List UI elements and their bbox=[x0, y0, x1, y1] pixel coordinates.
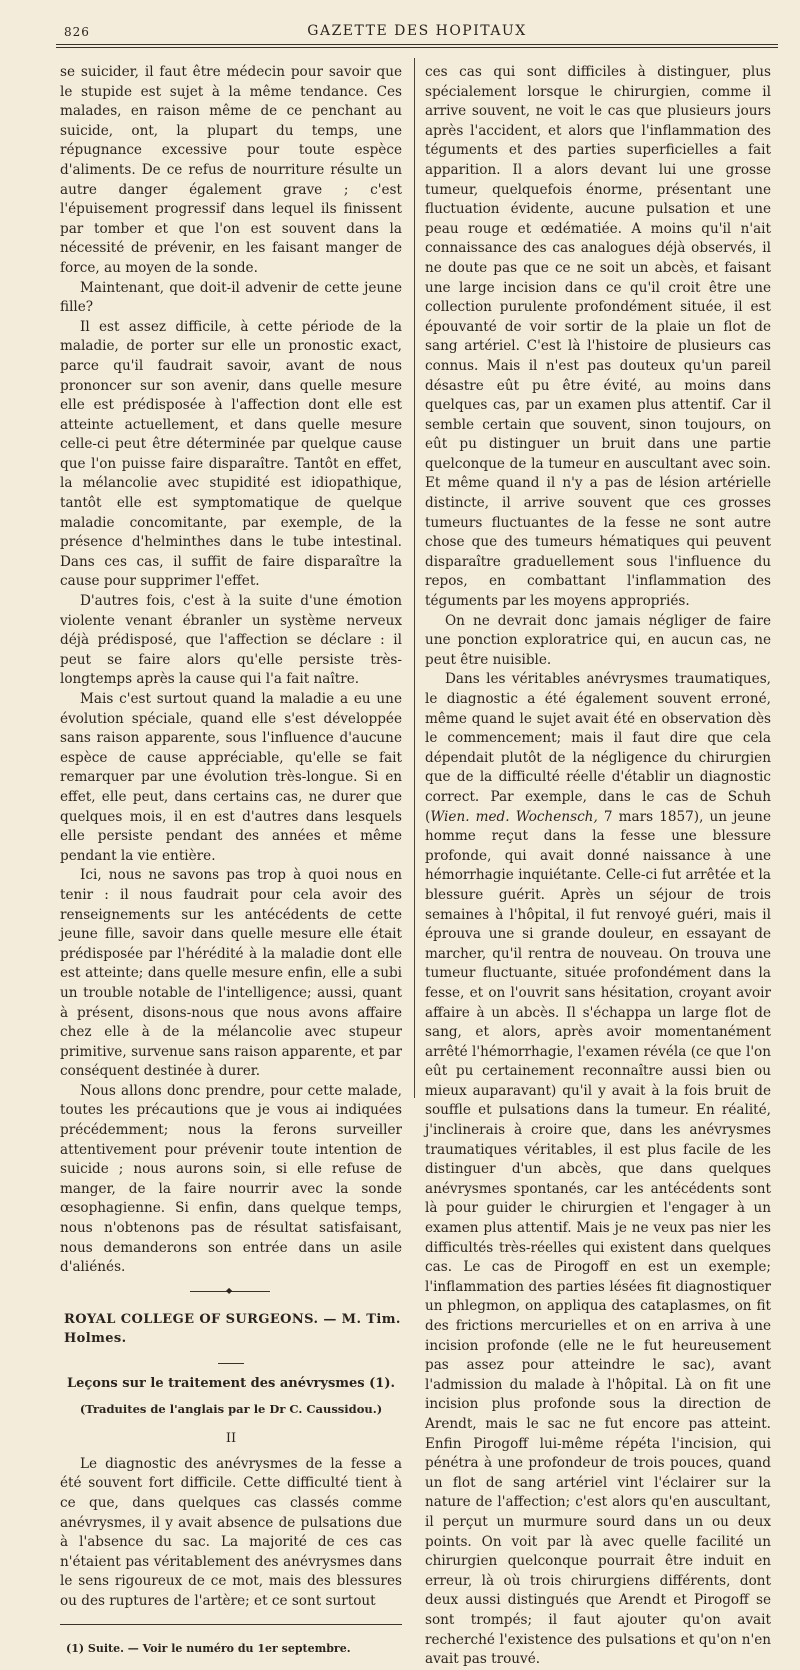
running-head bbox=[56, 20, 778, 42]
paragraph: ces cas qui sont difficiles à distinguer, plus spécialement lorsque le chirurgien, comme il arrive souvent, ne voit le cas que plusieurs jours après l'accident, et alors que l'inflammation des téguments et des parties superficielles a fait apparition. Il a alors devant lui une grosse tumeur, quelquefois énorme, présentant une fluctuation évidente, aucune pulsation et une peau rouge et œdématiée. A moins qu'il n'ait connaissance des cas analogues déjà observés, il ne doute pas que ce ne soit un abcès, et faisant une large incision dans ce qu'il croit être une collection purulente profondément située, il est épouvanté de voir sortir de la plaie un flot de sang artériel. C'est là l'histoire de plusieurs cas connus. Mais il n'est pas douteux qu'un pareil désastre eût pu être évité, au moins dans quelques cas, par un examen plus attentif. Car il semble certain que souvent, sinon toujours, on eût pu distinguer un bruit dans une partie quelconque de la tumeur en auscultant avec soin. Et même quand il n'y a pas de lésion artérielle distincte, il arrive souvent que ces grosses tumeurs fluctuantes de la fesse ne sont autre chose que des tumeurs hématiques qui peuvent disparaître graduellement sous l'influence du repos, en combattant l'inflammation des téguments par les moyens appropriés. bbox=[425, 64, 771, 610]
paragraph: Maintenant, que doit-il advenir de cette jeune fille? bbox=[60, 279, 402, 316]
paragraph: Il est assez difficile, à cette période de la maladie, de porter sur elle un pronostic exact, parce qu'il faudrait savoir, avant de nous prononcer sur son avenir, dans quelle mesure elle est prédisposée à l'affection dont elle est atteinte actuellement, et dans quelle mesure celle-ci peut être déterminée par quelque cause que l'on puisse faire disparaître. Tantôt en effet, la mélancolie avec stupidité est idiopathique, tantôt elle est symptomatique de quelque maladie concomitante, par exemple, de la présence d'helminthes dans le tube intestinal. Dans ces cas, il suffit de faire disparaître la cause pour supprimer l'effet. bbox=[60, 318, 402, 590]
paragraph: Ici, nous ne savons pas trop à quoi nous en tenir : il nous faudrait pour cela avoir des renseignements sur les antécédents de cette jeune fille, savoir dans quelle mesure elle était prédisposée par l'hérédité à la maladie dont elle est atteinte; dans quelle mesure enfin, elle a subi un trouble notable de l'intelligence; aussi, quant à présent, disons-nous que nous avons affaire chez elle à de la mélancolie avec stupeur primitive, survenue sans raison apparente, et par conséquent destinée à durer. bbox=[60, 867, 402, 1080]
citation: Wien. med. Wochensch, bbox=[430, 808, 598, 825]
page-number: 826 bbox=[64, 25, 90, 39]
lecture-title: Leçons sur le traitement des anévrysmes (1). bbox=[66, 1376, 396, 1391]
header-rule bbox=[56, 44, 778, 45]
footnote-rule bbox=[60, 1624, 402, 1625]
separator-ornament: ◆ bbox=[226, 1285, 233, 1295]
paragraph: se suicider, il faut être médecin pour savoir que le stupide est sujet à la même tendance. Ces malades, en raison même de ce penchant au suicide, ont, la plupart du temps, une répugnance excessive pour toute espèce d'aliments. De ce refus de nourriture résulte un autre danger également grave ; c'est l'épuisement progressif dans lequel ils finissent par tomber et que l'on est souvent dans la nécessité de prévenir, en les faisant manger de force, au moyen de la sonde. bbox=[60, 64, 402, 276]
part-numeral: II bbox=[225, 1431, 237, 1447]
paragraph-text: 7 mars 1857), un jeune homme reçut dans la fesse une blessure profonde, qui avait donné naissance à une hémorrhagie inquiétante. Celle-ci fut arrêtée et la blessure guérit. Après un séjour de trois semaines à l'hôpital, il fut renvoyé guéri, mais il éprouva une si grande douleur, en essayant de marcher, qu'il rentra de nouveau. On trouva une tumeur fluctuante, située profondément dans la fesse, et on l'ouvrit sans hésitation, croyant avoir affaire à un abcès. Il s'échappa un large flot de sang, et alors, après avoir momentanément arrêté l'hémorrhagie, l'examen révéla (ce que l'on eût pu certainement reconnaître aussi bien ou mieux auparavant) qu'il y avait à la fois bruit de souffle et pulsations dans la tumeur. En réalité, j'inclinerais à croire que, dans les anévrysmes traumatiques véritables, il est plus facile de les distinguer d'un abcès, que dans quelques anévrysmes spontanés, car les antécédents sont là pour guider le chirurgien et l'engager à un examen plus attentif. Mais je ne veux pas nier les difficultés très-réelles qui existent dans quelques cas. Le cas de Pirogoff en est un exemple; l'inflammation des parties lésées fit diagnostiquer un phlegmon, on appliqua des cataplasmes, on fit des frictions mercurielles et on en arriva à une incision profonde (elle ne le fut heureusement pas assez pour atteindre le sac), avant l'admission du malade à l'hôpital. Là on fit une incision plus profonde sous la direction de Arendt, mais le sac ne fut encore pas atteint. Enfin Pirogoff lui-même répéta l'incision, qui pénétra à une profondeur de trois pouces, quand un flot de sang artériel vint l'éclairer sur la nature de l'affection; c'est alors qu'en auscultant, il perçut un murmure sourd dans un ou deux points. On voit par là avec quelle facilité un chirurgien quelconque pourrait être induit en erreur, là où trois chirurgiens différents, dont deux aussi distingués que Arendt et Pirogoff se sont trompés; il faut ajouter qu'on avait recherché l'existence des pulsations et qu'on n'en avait pas trouvé. bbox=[425, 808, 771, 1668]
paragraph: Nous allons donc prendre, pour cette malade, toutes les précautions que je vous ai indiquées précédemment; nous la ferons surveiller attentivement pour prévenir toute intention de suicide ; nous aurons soin, si elle refuse de manger, de la faire nourrir avec la sonde œsophagienne. Si enfin, dans quelque temps, nous n'obtenons pas de résultat satisfaisant, nous demanderons son entrée dans un asile d'aliénés. bbox=[60, 1082, 402, 1276]
paragraph: Mais c'est surtout quand la maladie a eu une évolution spéciale, quand elle s'est développée sans raison apparente, sous l'influence d'aucune espèce de cause appréciable, qu'elle se fait remarquer par une évolution très-longue. Si en effet, elle peut, dans certains cas, ne durer que quelques mois, il en est d'autres dans lesquels elle persiste pendant des années et même pendant la vie entière. bbox=[60, 691, 402, 864]
header-rule-thin bbox=[56, 47, 778, 48]
journal-title: GAZETTE DES HOPITAUX bbox=[307, 23, 527, 39]
right-column bbox=[425, 63, 771, 1670]
paragraph: D'autres fois, c'est à la suite d'une émotion violente venant ébranler un système nerveux déjà prédisposé, que l'affection se déclare : il peut se faire alors qu'elle persiste très-longtemps après la cause qui l'a fait naître. bbox=[60, 593, 402, 688]
section-heading: ROYAL COLLEGE OF SURGEONS. — M. Tim. Holmes. bbox=[64, 1311, 401, 1347]
paragraph-text: Dans les véritables anévrysmes traumatiques, le diagnostic a été également souvent erroné, même quand le sujet avait été en observation dès le commencement; mais il faut dire que cela dépendait plutôt de la négligence du chirurgien que de la difficulté réelle d'établir un diagnostic correct. Par exemple, dans le cas de Schuh ( bbox=[425, 671, 771, 825]
paragraph bbox=[425, 670, 771, 1669]
paragraph: Le diagnostic des anévrysmes de la fesse a été souvent fort difficile. Cette difficulté tient à ce que, dans quelques cas classés comme anévrysmes, il y avait absence de pulsations due à l'absence du sac. La majorité de ces cas n'étaient pas véritablement des anévrysmes dans le sens rigoureux de ce mot, mais des blessures ou des ruptures de l'artère; et ce sont surtout bbox=[60, 1455, 402, 1609]
footnote: (1) Suite. — Voir le numéro du 1er septembre. bbox=[66, 1641, 351, 1655]
short-rule bbox=[218, 1363, 244, 1364]
column-divider bbox=[414, 58, 415, 1098]
left-column bbox=[60, 63, 402, 1658]
paragraph: On ne devrait donc jamais négliger de faire une ponction exploratrice qui, en aucun cas, ne peut être nuisible. bbox=[425, 612, 771, 668]
translator-credit: (Traduites de l'anglais par le Dr C. Caussidou.) bbox=[79, 1401, 383, 1416]
section-separator bbox=[60, 1278, 402, 1304]
